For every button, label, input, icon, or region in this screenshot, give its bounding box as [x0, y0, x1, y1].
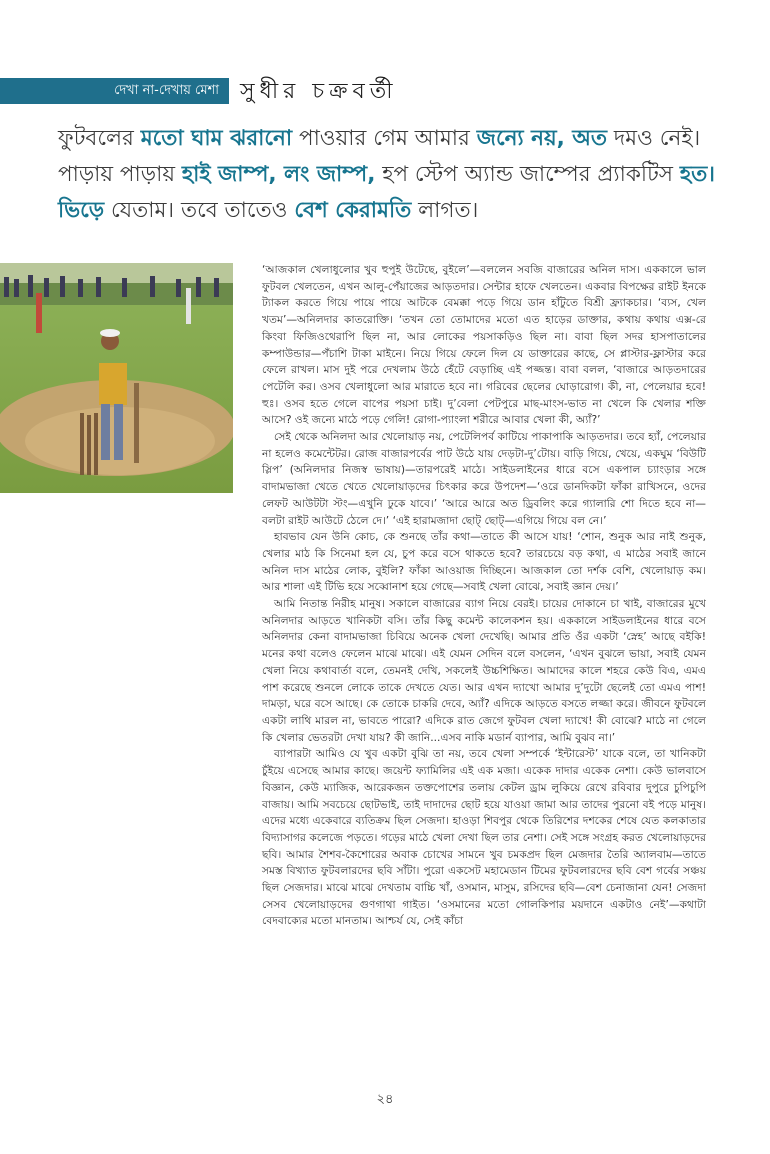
- standfirst-highlight: জন্যে নয়, অত: [476, 126, 608, 151]
- article-body: [262, 262, 706, 930]
- standfirst: [58, 121, 726, 229]
- standfirst-highlight: মতো ঘাম ঝরানো: [140, 126, 293, 151]
- standfirst-text: হপ স্টেপ অ্যান্ড জাম্পের প্র্যাকটিস: [375, 162, 680, 187]
- standfirst-text: ফুটবলের: [58, 126, 141, 151]
- standfirst-text: লাগত।: [411, 198, 479, 223]
- page-number: ২৪: [376, 1092, 394, 1107]
- section-header-bar: [0, 78, 229, 104]
- standfirst-text: দমও নেই। পাড়ায় পাড়ায়: [58, 126, 701, 187]
- cricket-photo: [0, 263, 233, 493]
- standfirst-text: পাওয়ার গেম আমার: [292, 126, 477, 151]
- article-paragraph: ব্যাপারটা আমিও যে খুব একটা বুঝি তা নয়, তবে খেলা সম্পর্কে ‘ইন্টারেস্ট’ যাকে বলে, তা খানিকটা চুঁইয়ে এসেছে আমার কাছে। জয়েন্ট ফ্যামিলির এই এক মজা। একেক দাদার একেক নেশা। কেউ ভালবাসে বিজ্ঞান, কেউ ম্যাজিক, আরেকজন তক্তপোশের তলায় কেটল ড্রাম লুকিয়ে রেখে রবিবার দুপুরে চুপিচুপি বাজায়। আমি সবচেয়ে ছোটভাই, তাই দাদাদের ছোট হয়ে যাওয়া জামা আর তাদের পুরনো বই পড়ে মানুষ। এদের মধ্যে একেবারে ব্যতিক্রম ছিল সেজদা। হাওড়া শিবপুর থেকে তিরিশের দশকের শেষে যেত কলকাতার বিদ্যাসাগর কলেজে পড়তে। গড়ের মাঠে খেলা দেখা ছিল তার নেশা। সেই সঙ্গে সংগ্রহ করত খেলোয়াড়দের ছবি। আমার শৈশব-কৈশোরের অবাক চোখের সামনে খুব চমকপ্রদ ছিল মেজদার তৈরি অ্যালবাম—তাতে সমস্ত বিখ্যাত ফুটবলারদের ছবি সাঁটা। পুরো একসেট মহামেডান টিমের ফুটবলারদের ছবি বেশ গর্বের সঞ্চয় ছিল সেজদার। মাঝে মাঝে দেখতাম বাচ্চি খাঁ, ওসমান, মাসুম, রসিদের ছবি—বেশ চেনাজানা যেন! সেজদা সেসব খেলোয়াড়দের গুণগাথা গাইত। ‘ওসমানের মতো গোলকিপার ময়দানে একটাও নেই’—কথাটা বেদবাক্যের মতো মানতাম। আশ্চর্য যে, সেই কাঁচা: [262, 747, 706, 928]
- standfirst-highlight: হাই জাম্প, লং জাম্প,: [181, 162, 376, 187]
- article-paragraph: হাবভাব যেন উনি কোচ, কে শুনছে তাঁর কথা—তাতে কী আসে যায়! ‘শোন, শুনুক আর নাই শুনুক, খেলার মাঠ কি সিনেমা হল যে, চুপ করে বসে থাকতে হবে? তারচেয়ে বড় কথা, এ মাঠের সবাই জানে অনিল দাস মাঠের লোক, বুইলি? ফাঁকা আওয়াজ দিচ্ছিনে। আজকাল তো দর্শক বেশি, খেলোয়াড় কম। আর শালা এই টিভি হয়ে সব্বোনাশ হয়ে গেছে—সবাই খেলা বোঝে, সবাই জ্ঞান দেয়।’: [262, 530, 706, 594]
- article-paragraph: আমি নিতান্ত নিরীহ মানুষ। সকালে বাজারের ব্যাগ নিয়ে বেরই। চায়ের দোকানে চা খাই, বাজারের মুখে অনিলদার আড়তে খানিকটা বসি। তাঁর কিছু কমেন্ট কালেকশন হয়। এককালে সাইডলাইনের ধারে বসে অনিলদার কেনা বাদামভাজা চিবিয়ে অনেক খেলা দেখেছি। আমার প্রতি ওঁর একটা ‘স্নেহ’ আছে বইকি! মনের কথা বলেও ফেলেন মাঝে মাঝে। এই যেমন সেদিন বলে বসলেন, ‘এখন বুঝলে ভায়া, সবাই যেমন খেলা নিয়ে কথাবার্তা বলে, তেমনই দেখি, সকলেই উচ্চশিক্ষিত। আমাদের কালে শহরে কেউ বিএ, এমএ পাশ করেছে শুনলে লোকে তাকে দেখতে যেত। আর এখন দ্যাখো আমার দু’দুটো ছেলেই তো এমএ পাশ! দামড়া, ঘরে বসে আছে। কে তোকে চাকরি দেবে, অ্যাঁ? এদিকে আড়তে বসতে লজ্জা করে। জীবনে ফুটবলে একটা লাথি মারল না, ভাবতে পারো? এদিকে রাত জেগে ফুটবল খেলা দ্যাখে! কী বোঝে? মাঠে না গেলে কি খেলার ভেতরটা দেখা যায়? কী জানি...এসব নাকি মডার্ন ব্যাপার, আমি বুঝব না।’: [262, 597, 706, 744]
- article-paragraph: সেই থেকে অনিলদা আর খেলোয়াড় নয়, পেটেলিপর্ব কাটিয়ে পাকাপাকি আড়তদার। তবে হ্যাঁ, পেলেয়ার না হলেও কমেন্টেটর। রোজ বাজারপর্বের পাট উঠে যায় দেড়টা-দু’টোয়। বাড়ি গিয়ে, খেয়ে, একঘুম ‘বিউটি স্লিপ’ (অনিলদার নিজস্ব ভাষায়)—তারপরেই মাঠে। সাইডলাইনের ধারে বসে একপাল চ্যাংড়ার সঙ্গে বাদামভাজা খেতে খেতে খেলোয়াড়দের চিৎকার করে উপদেশ—‘ওরে ডানদিকটা ফাঁকা রাখিসনে, ওদের লেফট আউটটা স্টং—এখুনি ঢুকে যাবে।’ ‘আরে আরে অত ড্রিবলিং করে গ্যালারি শো দিতে হবে না—বলটা রাইট আউটে ঠেলে দে।’ ‘এই হারামজাদা ছোট্ ছোট্—এগিয়ে গিয়ে বল নে।’: [262, 430, 706, 527]
- standfirst-highlight: হত। ভিড়ে: [58, 162, 715, 223]
- standfirst-text: যেতাম। তবে তাতেও: [104, 198, 295, 223]
- standfirst-highlight: বেশ কেরামতি: [294, 198, 412, 223]
- section-tag: দেখা না-দেখায় মেশা: [114, 83, 219, 98]
- author-name: সুধীর চক্রবর্তী: [240, 79, 398, 104]
- article-paragraph: ‘আজকাল খেলাধুলোর খুব হুপুই উটেছে, বুইলে’—বললেন সবজি বাজারের অনিল দাস। এককালে ভাল ফুটবল খেলতেন, এখন আলু-পেঁয়াজের আড়তদার। সেন্টার হাফে খেলতেন। একবার বিপক্ষের রাইট ইনকে ট্যাকল করতে গিয়ে পায়ে পায়ে আটকে বেমক্কা পড়ে গিয়ে ডান হাঁটুতে বিশ্রী ফ্র্যাকচার। ‘ব্যস, খেল খতম’—অনিলদার কাতরোক্তি। ‘তখন তো তোমাদের মতো এত হাড়ের ডাক্তার, কথায় কথায় এক্স-রে কিংবা ফিজিওথেরাপি ছিল না, আর লোকের পয়সাকড়িও ছিল না। বাবা ছিল সদর হাসপাতালের কম্পাউন্ডার—পঁচাশি টাকা মাইনে। নিয়ে গিয়ে ফেলে দিল যে ডাক্তারের কাছে, সে প্লাস্টার-ফ্লাস্টার করে ফেলে রাখল। মাস দুই পরে দেখলাম উঠে হেঁটে বেড়াচ্ছি এই পজ্জন্ত। বাবা বলল, ‘বাজারে আড়তদারের পেটেলি কর। ওসব খেলাধুলো আর মারাতে হবে না। গরিবের ছেলের ঘোড়ারোগ। কী, না, পেলেয়ার হবে! হুঃ। ওসব হতে গেলে বাপের পয়সা চাই। দু’বেলা পেটপুরে মাছ-মাংস-ভাত না খেলে কি খেলার শক্তি আসে? ওই জন্যে মাঠে পড়ে গেলি! রোগা-প্যাংলা শরীরে আবার খেলা কী, অ্যাঁ?’: [262, 263, 706, 427]
